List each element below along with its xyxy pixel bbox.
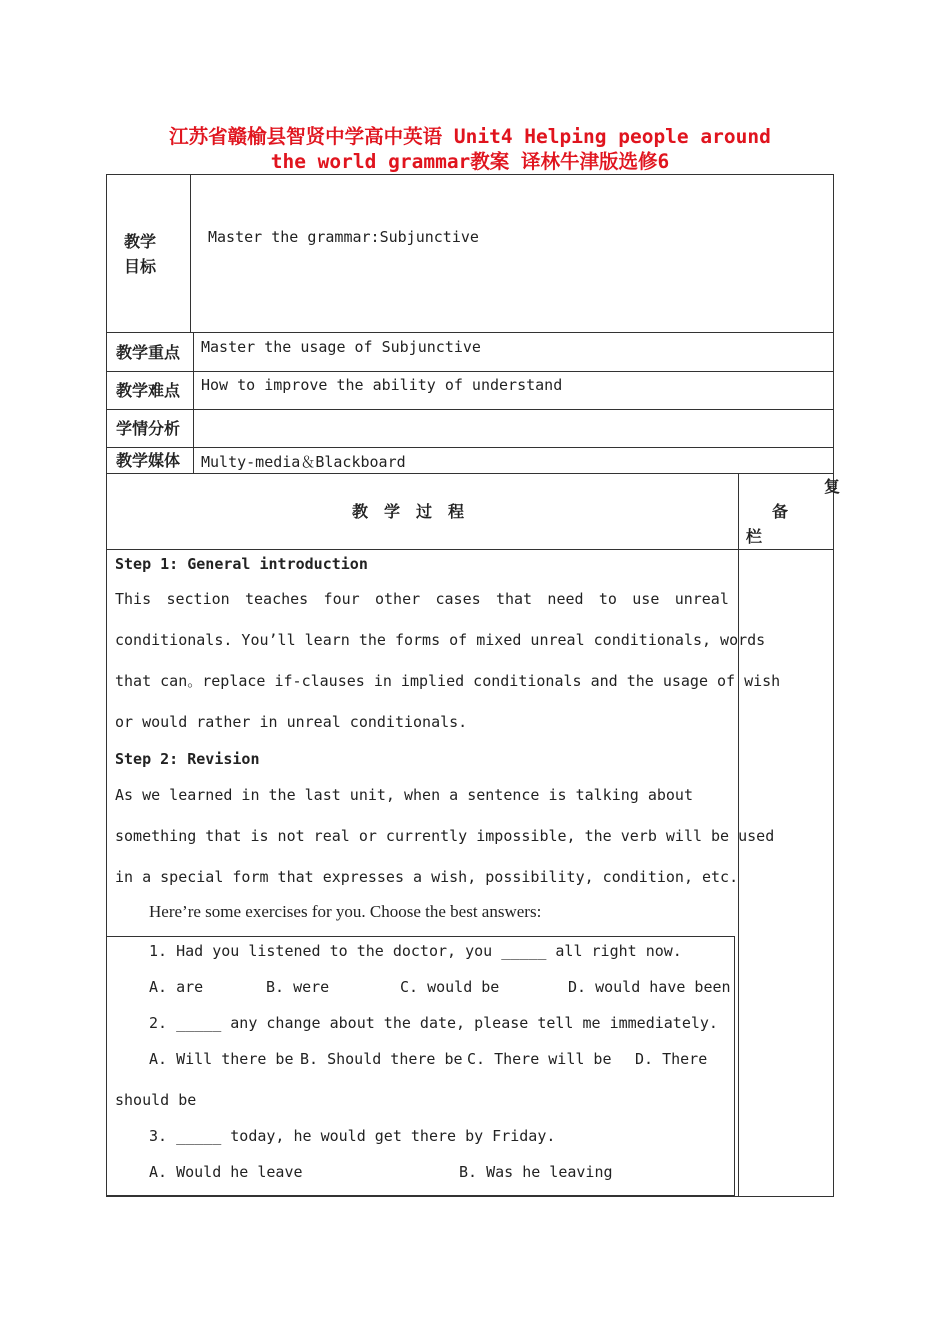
q2-option-b: B. Should there be xyxy=(300,1050,463,1068)
step1-heading: Step 1: General introduction xyxy=(115,555,368,573)
q1-option-a: A. are xyxy=(149,978,204,996)
difficulty-content: How to improve the ability of understand xyxy=(201,376,563,394)
row-divider xyxy=(106,549,834,550)
row-divider xyxy=(106,409,834,410)
process-header: 教 学 过 程 xyxy=(352,502,465,521)
q2-option-a: A. Will there be xyxy=(149,1050,294,1068)
difficulty-label: 教学难点 xyxy=(116,381,181,400)
row-divider xyxy=(106,473,834,474)
step1-line-3: that can。replace if-clauses in implied conditionals and the usage of wish xyxy=(115,672,781,690)
notes-header-char-1: 复 xyxy=(824,477,841,496)
notes-header-char-3: 栏 xyxy=(746,527,763,546)
q1-option-b: B. were xyxy=(266,978,330,996)
analysis-label: 学情分析 xyxy=(116,419,181,438)
q3-option-b: B. Was he leaving xyxy=(459,1163,613,1181)
media-label: 教学媒体 xyxy=(116,451,181,470)
column-divider xyxy=(193,332,194,473)
notes-header-char-2: 备 xyxy=(772,502,789,521)
question-1: 1. Had you listened to the doctor, you _____ all right now. xyxy=(149,942,682,960)
step1-line-4: or would rather in unreal conditionals. xyxy=(115,713,468,731)
step2-line-4: Here’re some exercises for you. Choose the best answers: xyxy=(149,902,542,921)
title-line-1: 江苏省赣榆县智贤中学高中英语 Unit4 Helping people around xyxy=(169,125,771,148)
key-point-content: Master the usage of Subjunctive xyxy=(201,338,481,356)
q1-option-c: C. would be xyxy=(400,978,500,996)
q2-option-c: C. There will be xyxy=(467,1050,612,1068)
step1-line-1: This section teaches four other cases that need to use unreal xyxy=(115,590,729,608)
step2-heading: Step 2: Revision xyxy=(115,750,260,768)
step2-line-2: something that is not real or currently impossible, the verb will be used xyxy=(115,827,775,845)
media-content: Multy-media＆Blackboard xyxy=(201,453,406,471)
q2-continuation: should be xyxy=(115,1091,197,1109)
objective-label-2: 目标 xyxy=(124,257,157,276)
q3-option-a: A. Would he leave xyxy=(149,1163,303,1181)
q1-option-d: D. would have been xyxy=(568,978,731,996)
title-line-2: the world grammar教案 译林牛津版选修6 xyxy=(270,150,670,173)
step2-line-1: As we learned in the last unit, when a sentence is talking about xyxy=(115,786,693,804)
key-point-label: 教学重点 xyxy=(116,343,181,362)
question-2: 2. _____ any change about the date, please tell me immediately. xyxy=(149,1014,718,1032)
q2-option-d: D. There xyxy=(635,1050,708,1068)
question-3: 3. _____ today, he would get there by Friday. xyxy=(149,1127,556,1145)
objective-label-1: 教学 xyxy=(124,232,157,251)
column-divider xyxy=(190,174,191,332)
objective-content: Master the grammar:Subjunctive xyxy=(208,228,479,246)
row-divider xyxy=(106,371,834,372)
document-title xyxy=(106,124,834,174)
row-divider xyxy=(106,447,834,448)
row-divider xyxy=(106,332,834,333)
step1-line-2: conditionals. You’ll learn the forms of mixed unreal conditionals, words xyxy=(115,631,766,649)
step2-line-3: in a special form that expresses a wish, possibility, condition, etc. xyxy=(115,868,739,886)
